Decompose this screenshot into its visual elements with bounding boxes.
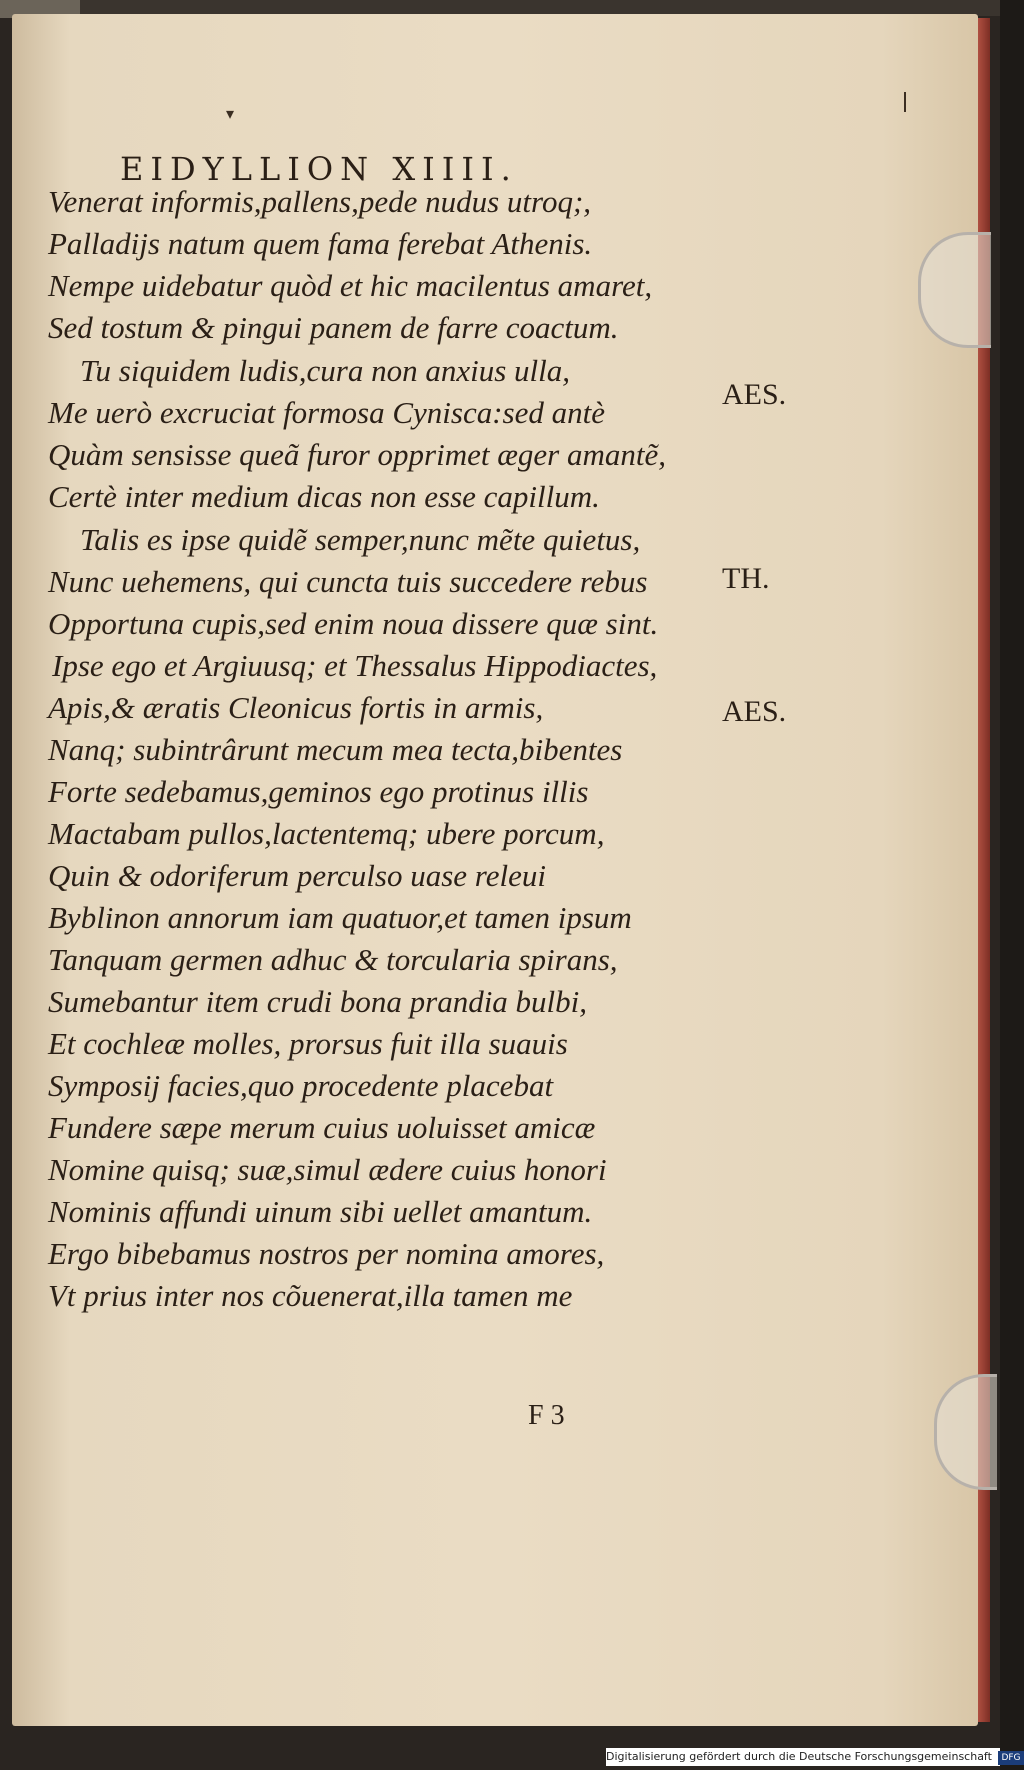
text-line: Nomine quisq; suæ,simul ædere cuius honori [48,1152,607,1187]
text-line: Ergo bibebamus nostros per nomina amores, [48,1236,605,1271]
credit-text: Digitalisierung gefördert durch die Deutsche Forschungsgemeinschaft [606,1750,992,1763]
ink-tick [904,92,906,112]
text-line: Opportuna cupis,sed enim noua dissere quæ sint. [48,606,659,641]
text-line: Fundere sæpe merum cuius uoluisset amicæ [48,1110,596,1145]
text-line: Quin & odoriferum perculso uase releui [48,858,546,893]
page-header: EIDYLLION XIIII. [120,150,518,188]
text-line: Ipse ego et Argiuusq; et Thessalus Hippodiactes, [52,648,658,683]
text-line: Nanq; subintrârunt mecum mea tecta,bibentes [48,732,623,767]
text-line: Nempe uidebatur quòd et hic macilentus amaret, [48,268,653,303]
speaker-label-th: TH. [722,562,770,595]
text-line: Byblinon annorum iam quatuor,et tamen ipsum [48,900,632,935]
text-line: Venerat informis,pallens,pede nudus utroq;, [48,184,592,219]
text-line: Nominis affundi uinum sibi uellet amantum. [48,1194,593,1229]
text-line: Forte sedebamus,geminos ego protinus illis [48,774,589,809]
text-line: Tu siquidem ludis,cura non anxius ulla, [80,353,570,388]
text-line: Et cochleæ molles, prorsus fuit illa suauis [48,1026,568,1061]
text-line: Tanquam germen adhuc & torcularia spirans, [48,942,618,977]
text-line: Vt prius inter nos cõuenerat,illa tamen me [48,1278,573,1313]
text-line: Symposij facies,quo procedente placebat [48,1068,554,1103]
digitization-credit [606,1748,1021,1766]
text-line: Talis es ipse quidẽ semper,nunc mẽte quietus, [80,522,641,557]
text-line: Me uerò excruciat formosa Cynisca:sed antè [48,395,606,430]
text-line: Certè inter medium dicas non esse capillum. [48,479,600,514]
speaker-label-aes: AES. [722,378,787,411]
ink-mark: ▾ [226,104,235,123]
text-line: Palladijs natum quem fama ferebat Athenis. [48,226,593,261]
text-line: Mactabam pullos,lactentemq; ubere porcum, [48,816,605,851]
text-line: Sumebantur item crudi bona prandia bulbi, [48,984,588,1019]
text-line: Sed tostum & pingui panem de farre coactum. [48,310,619,345]
speaker-label-aes: AES. [722,695,787,728]
text-line: Nunc uehemens, qui cuncta tuis succedere rebus [48,564,648,599]
dfg-logo: DFG [998,1751,1023,1765]
signature-mark: F 3 [528,1400,565,1431]
text-line: Quàm sensisse queã furor opprimet æger amantẽ, [48,437,666,472]
text-line: Apis,& æratis Cleonicus fortis in armis, [48,690,544,725]
